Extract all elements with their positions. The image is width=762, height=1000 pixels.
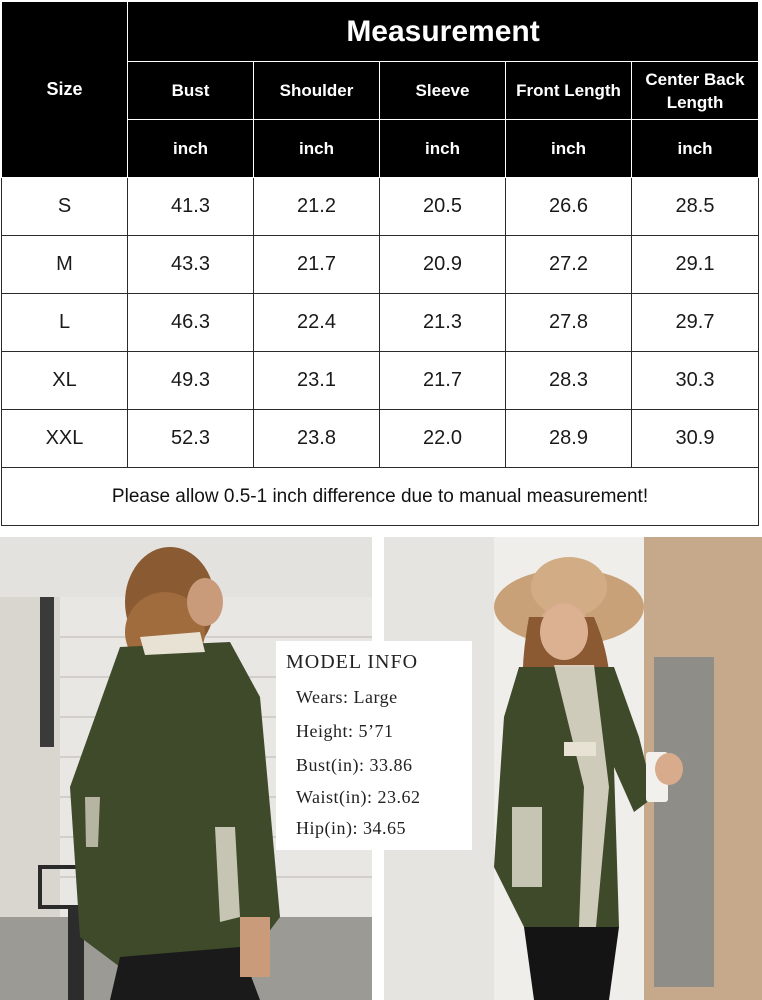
value-cell: 20.5: [380, 178, 506, 236]
value-cell: 43.3: [128, 236, 254, 294]
table-row: [2, 236, 759, 294]
value-cell: 27.2: [506, 236, 632, 294]
value-cell: 41.3: [128, 178, 254, 236]
value-cell: 23.1: [254, 352, 380, 410]
model-info-title: MODEL INFO: [286, 651, 419, 673]
table-row: [2, 410, 759, 468]
unit-cell: inch: [128, 120, 254, 178]
size-chart-table: [1, 1, 759, 526]
model-bust: Bust(in): 33.86: [296, 755, 413, 775]
table-row: [2, 294, 759, 352]
model-wears: Wears: Large: [296, 687, 398, 707]
value-cell: 46.3: [128, 294, 254, 352]
column-header-shoulder: Shoulder: [254, 62, 380, 120]
value-cell: 21.2: [254, 178, 380, 236]
table-title: Measurement: [128, 2, 759, 62]
size-cell: XL: [2, 352, 128, 410]
value-cell: 21.3: [380, 294, 506, 352]
size-header: Size: [2, 2, 128, 178]
model-waist: Waist(in): 23.62: [296, 787, 421, 807]
value-cell: 28.9: [506, 410, 632, 468]
value-cell: 30.3: [632, 352, 759, 410]
model-height: Height: 5’71: [296, 721, 394, 741]
column-header-bust: Bust: [128, 62, 254, 120]
unit-cell: inch: [254, 120, 380, 178]
column-header-center-back-length-label: Center Back Length: [645, 69, 745, 112]
value-cell: 30.9: [632, 410, 759, 468]
value-cell: 20.9: [380, 236, 506, 294]
value-cell: 29.1: [632, 236, 759, 294]
value-cell: 29.7: [632, 294, 759, 352]
size-cell: L: [2, 294, 128, 352]
value-cell: 22.0: [380, 410, 506, 468]
value-cell: 23.8: [254, 410, 380, 468]
table-row: [2, 178, 759, 236]
value-cell: 49.3: [128, 352, 254, 410]
model-info-card: [276, 641, 472, 850]
size-cell: S: [2, 178, 128, 236]
unit-cell: inch: [632, 120, 759, 178]
unit-cell: inch: [380, 120, 506, 178]
size-cell: M: [2, 236, 128, 294]
measurement-note: Please allow 0.5-1 inch difference due to manual measurement!: [2, 468, 759, 526]
value-cell: 22.4: [254, 294, 380, 352]
table-row: [2, 352, 759, 410]
unit-cell: inch: [506, 120, 632, 178]
value-cell: 28.5: [632, 178, 759, 236]
value-cell: 52.3: [128, 410, 254, 468]
column-header-front-length: Front Length: [506, 62, 632, 120]
column-header-sleeve: Sleeve: [380, 62, 506, 120]
size-cell: XXL: [2, 410, 128, 468]
value-cell: 21.7: [380, 352, 506, 410]
value-cell: 28.3: [506, 352, 632, 410]
value-cell: 21.7: [254, 236, 380, 294]
column-header-center-back-length: [632, 62, 759, 120]
value-cell: 27.8: [506, 294, 632, 352]
value-cell: 26.6: [506, 178, 632, 236]
model-hip: Hip(in): 34.65: [296, 818, 406, 838]
